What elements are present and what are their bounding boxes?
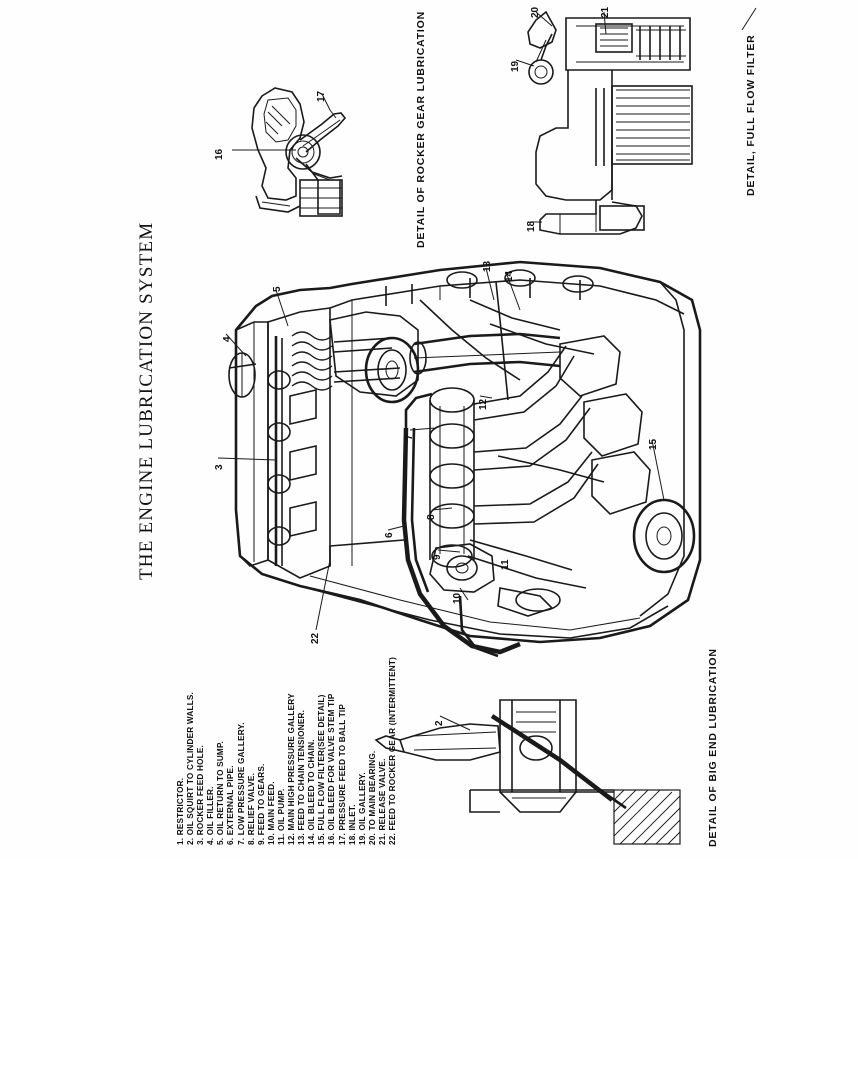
callout-8: 8 (426, 514, 437, 520)
legend-item: 2. OIL SQUIRT TO CYLINDER WALLS. (186, 691, 196, 845)
callout-3: 3 (214, 464, 225, 470)
legend-item: 10. MAIN FEED. (266, 781, 276, 845)
callout-13: 13 (482, 260, 493, 272)
callout-19: 19 (510, 60, 521, 72)
legend-item: 16. OIL BLEED FOR VALVE STEM TIP (327, 693, 337, 845)
legend-item: 9. FEED TO GEARS. (256, 763, 266, 845)
legend-item: 11. OIL PUMP. (276, 788, 286, 845)
callout-22: 22 (310, 632, 321, 644)
legend-item: 18. INLET. (347, 804, 357, 845)
callout-15: 15 (648, 438, 659, 450)
callout-21: 21 (600, 6, 611, 18)
legend-item: 7. LOW PRESSURE GALLERY. (236, 722, 246, 845)
callout-18: 18 (526, 220, 537, 232)
legend-item: 20. TO MAIN BEARING. (367, 750, 377, 845)
callout-6: 6 (384, 532, 395, 538)
callout-17: 17 (316, 90, 327, 102)
big-end-detail-drawing (376, 700, 680, 844)
legend-item: 6. EXTERNAL PIPE. (226, 765, 236, 845)
full-flow-filter-detail-drawing (516, 8, 756, 234)
callout-20: 20 (530, 6, 541, 18)
callout-11: 11 (500, 559, 511, 570)
legend-item: 19. OIL GALLERY. (357, 772, 367, 845)
big-end-detail-caption: DETAIL OF BIG END LUBRICATION (707, 648, 719, 847)
callout-bigend-2: 2 (434, 720, 445, 726)
legend-item: 17. PRESSURE FEED TO BALL TIP (337, 703, 347, 845)
callout-4: 4 (222, 336, 233, 342)
legend-item: 4. OIL FILLER. (206, 786, 216, 845)
legend-item: 1. RESTRICTOR. (176, 777, 185, 845)
legend-item: 14. OIL BLEED TO CHAIN. (307, 739, 317, 845)
legend-item: 13. FEED TO CHAIN TENSIONER. (297, 709, 307, 845)
callout-5: 5 (272, 286, 283, 292)
legend-item: 21. RELEASE VALVE. (377, 758, 387, 845)
callout-9: 9 (432, 554, 443, 560)
legend-wrap (176, 656, 397, 1067)
callout-7: 7 (404, 434, 415, 440)
legend-item: 3. ROCKER FEED HOLE. (196, 745, 206, 845)
callout-10: 10 (452, 592, 463, 604)
legend-item: 22. FEED TO ROCKER GEAR (INTERMITTENT) (387, 656, 397, 845)
rocker-gear-detail-drawing (232, 88, 345, 216)
legend-item: 15. FULL FLOW FILTER(SEE DETAIL) (317, 694, 327, 845)
callout-16: 16 (214, 148, 225, 160)
legend-item: 8. RELIEF VALVE. (246, 772, 256, 845)
callout-12: 12 (478, 398, 489, 410)
legend-item: 5. OIL RETURN TO SUMP. (216, 740, 226, 845)
full-flow-filter-detail-caption: DETAIL, FULL FLOW FILTER (745, 34, 757, 196)
rocker-gear-detail-caption: DETAIL OF ROCKER GEAR LUBRICATION (415, 11, 427, 248)
page-title: THE ENGINE LUBRICATION SYSTEM (136, 221, 157, 580)
legend-item: 12. MAIN HIGH PRESSURE GALLERY (287, 693, 297, 845)
callout-14: 14 (504, 270, 515, 282)
